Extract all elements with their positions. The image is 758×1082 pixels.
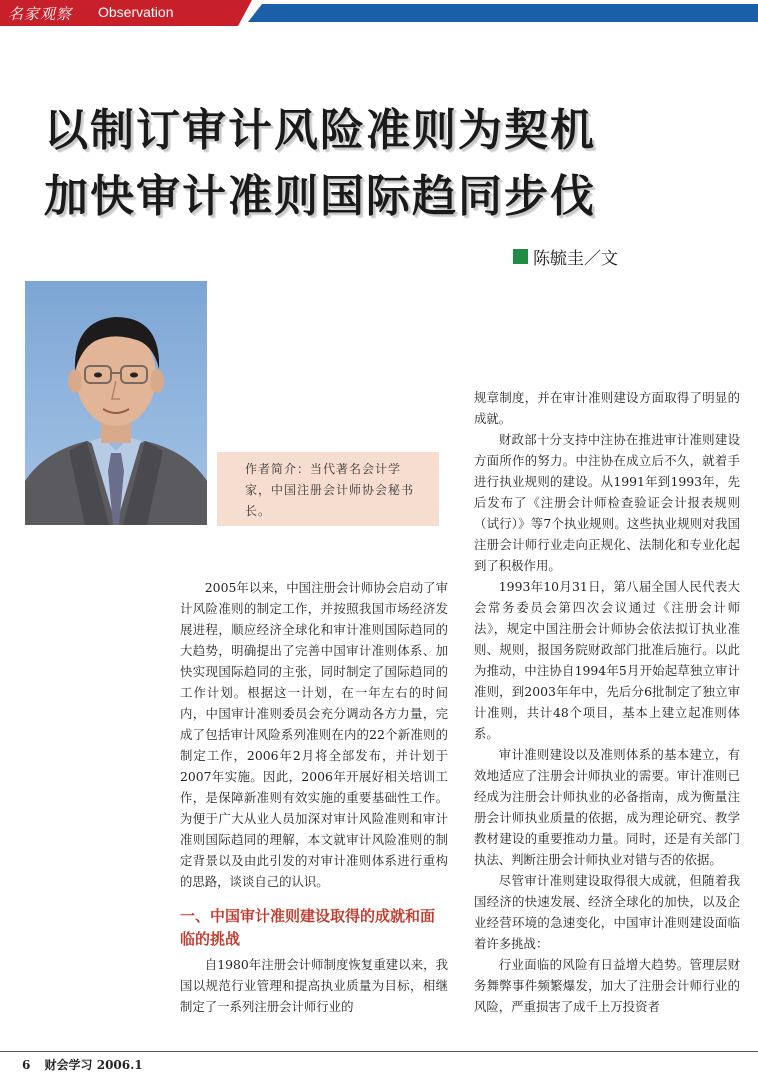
author-photo bbox=[25, 281, 207, 525]
page-footer bbox=[22, 1056, 143, 1073]
body-paragraph: 财政部十分支持中注协在推进审计准则建设方面所作的努力。中注协在成立后不久，就着手进行执业规则的建设。从1991年到1993年，先后发布了《注册会计师检查验证会计报表规则（试行）》等7个执业规则。这些执业规则对我国注册会计师行业走向正规化、法制化和专业化起到了积极作用。 bbox=[474, 432, 740, 573]
section-header-blue-bar bbox=[262, 4, 758, 22]
body-paragraph: 1993年10月31日，第八届全国人民代表大会常务委员会第四次会议通过《注册会计师法》，规定中国注册会计师协会依法拟订执业准则、规则，报国务院财政部门批准后施行。以此为推动，中注协自1994年5月开始起草独立审计准则，到2003年年中，先后分6批制定了独立审计准则，共计48个项目，基本上建立起准则体系。 bbox=[474, 579, 740, 741]
left-text-column bbox=[180, 577, 448, 1017]
section-header-blue-tip bbox=[248, 4, 262, 22]
right-text-column bbox=[474, 387, 740, 1017]
byline-square-icon bbox=[513, 249, 528, 264]
page-number: 6 bbox=[22, 1058, 31, 1072]
body-paragraph: 自1980年注册会计师制度恢复重建以来，我国以规范行业管理和提高执业质量为目标，相继制定了一系列注册会计师行业的 bbox=[180, 957, 448, 1014]
author-portrait-illustration bbox=[25, 281, 207, 525]
author-bio-box: 作者简介：当代著名会计学家，中国注册会计师协会秘书长。 bbox=[217, 452, 439, 526]
body-paragraph: 尽管审计准则建设取得很大成就，但随着我国经济的快速发展、经济全球化的加快，以及企业经营环境的急速变化，中国审计准则建设面临着许多挑战： bbox=[474, 873, 740, 951]
footer-rule bbox=[0, 1051, 758, 1052]
body-paragraph: 审计准则建设以及准则体系的基本建立，有效地适应了注册会计师执业的需要。审计准则已经成为注册会计师执业的必备指南，成为衡量注册会计师执业质量的依据，成为理论研究、教学教材建设的重要推动力量。同时，还是有关部门执法、判断注册会计师执业对错与否的依据。 bbox=[474, 747, 740, 867]
byline bbox=[513, 244, 618, 269]
byline-author: 陈毓圭／文 bbox=[533, 249, 618, 269]
section-label-chinese: 名家观察 bbox=[8, 5, 73, 23]
journal-issue: 财会学习 2006.1 bbox=[44, 1058, 143, 1072]
article-title-line-1: 以制订审计风险准则为契机 bbox=[44, 105, 596, 156]
intro-paragraph: 2005年以来，中国注册会计师协会启动了审计风险准则的制定工作，并按照我国市场经济发展进程，顺应经济全球化和审计准则国际趋同的大趋势，明确提出了完善中国审计准则体系、加快实现国际趋同的主张，同时制定了国际趋同的工作计划。根据这一计划，在一年左右的时间内，中国审计准则委员会充分调动各方力量，完成了包括审计风险系列准则在内的22个新准则的制定工作，2006年2月将全部发布，并计划于2007年实施。因此，2006年开展好相关培训工作，是保障新准则有效实施的重要基础性工作。为便于广大从业人员加深对审计风险准则和审计准则国际趋同的理解，本文就审计风险准则的制定背景以及由此引发的对审计准则体系进行重构的思路，谈谈自己的认识。 bbox=[180, 580, 448, 889]
section-heading: 一、中国审计准则建设取得的成就和面临的挑战 bbox=[180, 907, 436, 948]
body-paragraph: 行业面临的风险有日益增大趋势。管理层财务舞弊事件频繁爆发，加大了注册会计师行业的风险，严重损害了成千上万投资者 bbox=[474, 957, 740, 1014]
body-paragraph: 规章制度，并在审计准则建设方面取得了明显的成就。 bbox=[474, 390, 740, 426]
article-title-line-2: 加快审计准则国际趋同步伐 bbox=[44, 171, 596, 222]
section-header-band bbox=[0, 0, 758, 26]
section-label-english: Observation bbox=[98, 4, 174, 20]
